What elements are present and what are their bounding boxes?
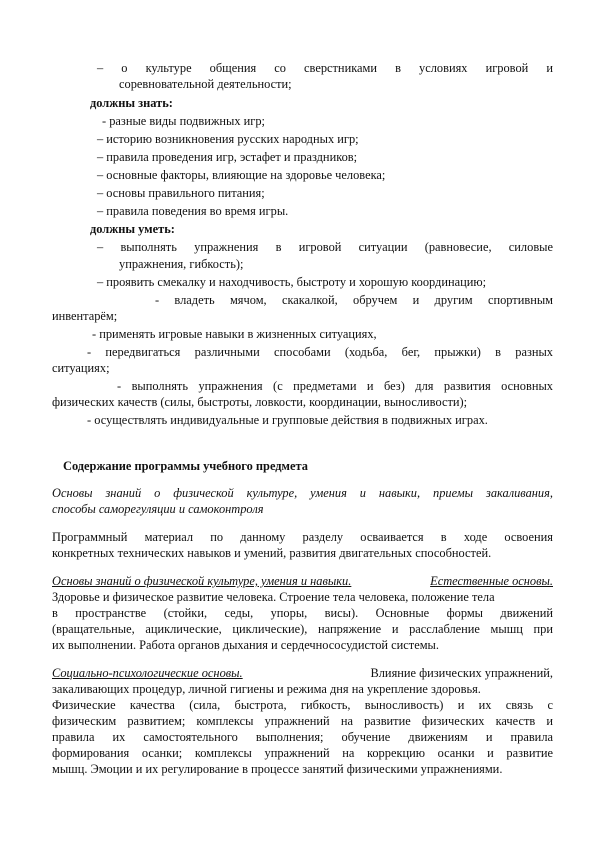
do-item-line2: упражнения, гибкость); (119, 257, 244, 271)
know-item: - разные виды подвижных игр; (102, 114, 265, 128)
paragraph-line: Физические качества (сила, быстрота, гибкость, выносливость) и их связь с (52, 698, 553, 712)
know-item: – основы правильного питания; (97, 186, 265, 200)
paragraph-line: закаливающих процедур, личной гигиены и режима дня на укрепление здоровья. (52, 682, 481, 696)
do-item: - применять игровые навыки в жизненных ситуациях, (92, 327, 377, 341)
paragraph-line: конкретных технических навыков и умений, развития двигательных способностей. (52, 546, 492, 560)
paragraph-line: Здоровье и физическое развитие человека. Строение тела человека, положение тела (52, 590, 495, 604)
do-item-line2: ситуациях; (52, 361, 110, 375)
do-item-line1: - передвигаться различными способами (ходьба, бег, прыжки) в разных (87, 345, 553, 359)
heading-social-psychological: Социально-психологические основы. (52, 666, 243, 680)
do-item-line1: - владеть мячом, скакалкой, обручем и другим спортивным (155, 293, 553, 307)
do-item-line1: – выполнять упражнения в игровой ситуации (равновесие, силовые (97, 240, 553, 254)
know-item: – правила проведения игр, эстафет и праздников; (97, 150, 358, 164)
item-communication-line1: – о культуре общения со сверстниками в условиях игровой и (97, 61, 553, 75)
section-subtitle-line2: способы саморегуляции и самоконтроля (52, 502, 264, 516)
do-item-line1: - выполнять упражнения (с предметами и без) для развития основных (117, 379, 553, 393)
paragraph-line: (вращательные, ациклические, циклические), напряжение и расслабление мышц при (52, 622, 553, 636)
do-item-line2: инвентарём; (52, 309, 118, 323)
paragraph-line: мышц. Эмоции и их регулирование в процессе занятий физическими упражнениями. (52, 762, 503, 776)
do-item-line2: физических качеств (силы, быстроты, ловкости, координации, выносливости); (52, 395, 468, 409)
know-item: – основные факторы, влияющие на здоровье человека; (97, 168, 386, 182)
paragraph-line: в пространстве (стойки, седы, упоры, висы). Основные формы движений (52, 606, 553, 620)
paragraph-heading-line (52, 665, 553, 681)
paragraph-heading-line (52, 573, 553, 589)
must-know-heading: должны знать: (90, 96, 173, 110)
know-item: – историю возникновения русских народных игр; (97, 132, 359, 146)
do-item: – проявить смекалку и находчивость, быстроту и хорошую координацию; (97, 275, 487, 289)
paragraph-line: их выполнении. Работа органов дыхания и сердечнососудистой системы. (52, 638, 439, 652)
section-subtitle-line1: Основы знаний о физической культуре, умения и навыки, приемы закаливания, (52, 486, 553, 500)
must-do-heading: должны уметь: (90, 222, 175, 236)
paragraph-text: Влияние физических упражнений, (370, 666, 553, 680)
heading-knowledge-basics: Основы знаний о физической культуре, умения и навыки. (52, 574, 352, 588)
paragraph-line: Программный материал по данному разделу осваивается в ходе освоения (52, 530, 553, 544)
know-item: – правила поведения во время игры. (97, 204, 289, 218)
item-communication-line2: соревновательной деятельности; (119, 77, 292, 91)
do-item: - осуществлять индивидуальные и групповые действия в подвижных играх. (87, 413, 488, 427)
paragraph-line: физическим развитием; комплексы упражнений на развитие физических качеств и (52, 714, 553, 728)
section-title: Содержание программы учебного предмета (63, 459, 308, 473)
paragraph-line: правила их самостоятельного выполнения; обучение движениям и правила (52, 730, 553, 744)
heading-natural-basics: Естественные основы. (430, 574, 553, 588)
paragraph-line: формирования осанки; комплексы упражнений на коррекцию осанки и развитие (52, 746, 553, 760)
